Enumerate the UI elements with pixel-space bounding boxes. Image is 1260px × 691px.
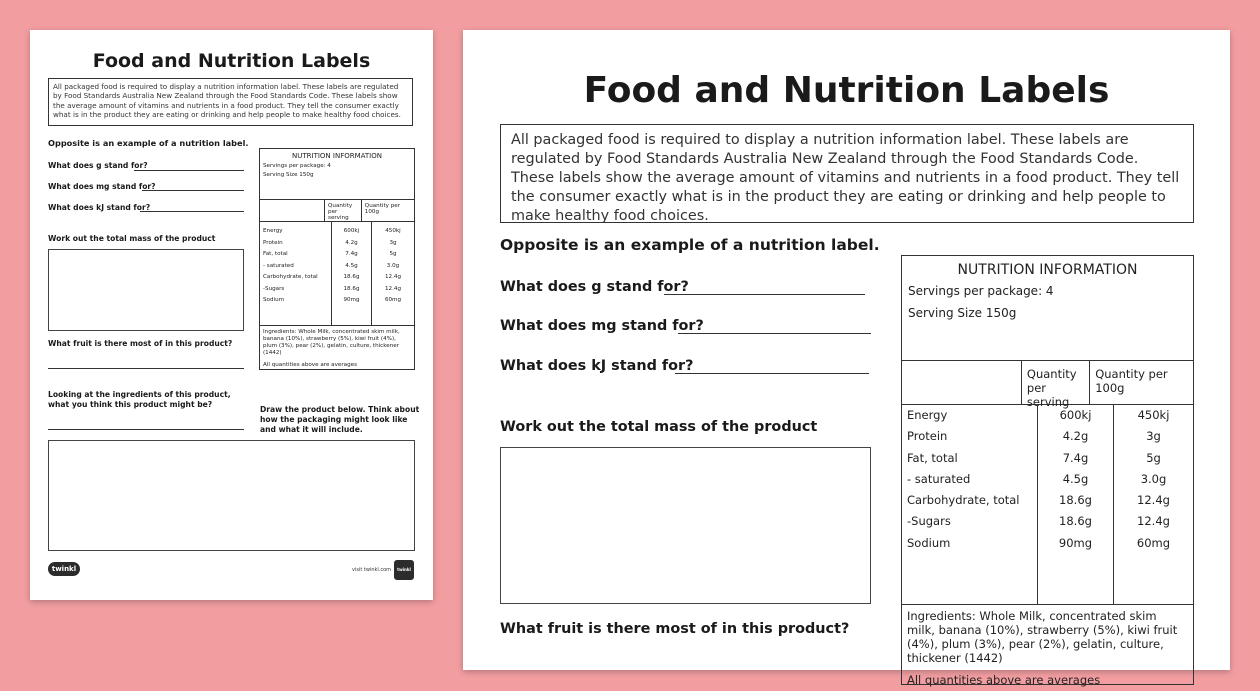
- question-g: What does g stand for?: [48, 161, 148, 170]
- row-name: - saturated: [907, 471, 971, 486]
- draw-box[interactable]: [48, 440, 415, 551]
- answer-line-kj[interactable]: [140, 211, 244, 212]
- row-per100: 5g: [1146, 450, 1161, 465]
- row-name: - saturated: [263, 262, 294, 269]
- row-name: Protein: [263, 239, 283, 246]
- ingredients-text: Ingredients: Whole Milk, concentrated skim milk, banana (10%), strawberry (5%), kiwi fruit (4%), plum (3%), pear (2%), gelatin, culture, thickener (1442): [907, 609, 1178, 665]
- row-serving: 4.2g: [345, 239, 358, 246]
- footer-url[interactable]: visit twinkl.com: [352, 567, 392, 573]
- answer-line-g[interactable]: [664, 294, 865, 295]
- row-serving: 600kj: [343, 228, 360, 234]
- question-mg: What does mg stand for?: [48, 182, 156, 191]
- row-serving: 4.2g: [1062, 429, 1089, 444]
- question-kj: What does kJ stand for?: [500, 358, 694, 374]
- twinkl-logo: twinkl: [48, 562, 80, 576]
- answer-line-mg[interactable]: [678, 333, 871, 334]
- row-name: Fat, total: [907, 450, 958, 465]
- row-per100: 12.4g: [384, 285, 401, 292]
- row-per100: 3g: [1146, 429, 1161, 444]
- row-serving: 4.5g: [345, 262, 358, 269]
- row-per100: 3g: [389, 239, 397, 246]
- question-draw: Draw the product below. Think about how the packaging might look like and what it will include.: [260, 405, 420, 434]
- col-header-serving: Quantity per serving: [1022, 361, 1090, 404]
- averages-note: All quantities above are averages: [907, 673, 1101, 687]
- row-name: Energy: [263, 228, 283, 234]
- answer-line-kj[interactable]: [675, 373, 869, 374]
- worksheet-title: Food and Nutrition Labels: [92, 50, 371, 72]
- serving-size: Serving Size 150g: [908, 306, 1017, 320]
- mass-answer-box[interactable]: [500, 447, 871, 604]
- question-ingredients: Looking at the ingredients of this product, what you think this product might be?: [48, 390, 231, 409]
- row-serving: 18.6g: [1059, 493, 1092, 508]
- col-header-100g: Quantity per 100g: [1095, 367, 1168, 395]
- question-mass: Work out the total mass of the product: [500, 419, 818, 435]
- row-serving: 7.4g: [345, 251, 358, 257]
- row-name: -Sugars: [263, 285, 285, 292]
- answer-line-ingredients[interactable]: [48, 429, 244, 430]
- twinkl-badge: twinkl: [394, 560, 414, 580]
- row-name: Carbohydrate, total: [263, 274, 318, 280]
- row-per100: 5g: [389, 251, 397, 257]
- nutrition-heading: NUTRITION INFORMATION: [957, 262, 1138, 278]
- row-per100: 60mg: [384, 297, 402, 303]
- answer-line-g[interactable]: [134, 170, 244, 171]
- row-serving: 18.6g: [343, 285, 360, 292]
- servings-per-package: Servings per package: 4: [908, 284, 1054, 298]
- row-name: Carbohydrate, total: [907, 493, 1020, 508]
- row-per100: 3.0g: [386, 262, 400, 269]
- row-serving: 7.4g: [1062, 450, 1089, 465]
- nutrition-table: [259, 148, 415, 370]
- row-serving: 18.6g: [343, 274, 360, 280]
- worksheet-zoomed: [463, 30, 1230, 687]
- row-per100: 3.0g: [1140, 471, 1167, 486]
- worksheet-title: Food and Nutrition Labels: [583, 70, 1110, 111]
- question-kj: What does kJ stand for?: [48, 203, 151, 212]
- question-mg: What does mg stand for?: [500, 318, 704, 334]
- question-g: What does g stand for?: [500, 279, 689, 295]
- col-header-100g: Quantity per 100g: [364, 203, 401, 215]
- question-fruit: What fruit is there most of in this product?: [48, 339, 233, 348]
- answer-line-fruit[interactable]: [48, 368, 244, 369]
- mass-answer-box[interactable]: [48, 249, 244, 331]
- intro-box: All packaged food is required to display a nutrition information label. These labels are regulated by Food Standards Australia New Zealand through the Food Standards Code. These labels show the average amount of vitamins and nutrients in a food product. They tell the consumer exactly what is in the product they are eating or drinking and help people to make healthy food choices.: [48, 78, 413, 126]
- row-serving: 18.6g: [1059, 514, 1092, 529]
- question-fruit: What fruit is there most of in this product?: [500, 621, 850, 637]
- row-name: Sodium: [263, 297, 285, 303]
- row-name: Energy: [907, 408, 948, 422]
- row-serving: 90mg: [343, 297, 360, 303]
- answer-line-mg[interactable]: [142, 190, 244, 191]
- opposite-heading: Opposite is an example of a nutrition label.: [500, 236, 880, 254]
- worksheet-thumbnail: [30, 30, 433, 600]
- row-per100: 450kj: [1137, 408, 1170, 422]
- row-per100: 12.4g: [384, 274, 401, 280]
- serving-size: Serving Size 150g: [263, 172, 314, 178]
- row-serving: 600kj: [1059, 408, 1092, 422]
- row-name: Fat, total: [263, 251, 288, 257]
- col-header-serving: Quantity per serving: [325, 200, 362, 221]
- row-per100: 450kj: [385, 228, 401, 234]
- row-name: -Sugars: [907, 514, 951, 529]
- nutrition-heading: NUTRITION INFORMATION: [292, 152, 382, 160]
- nutrition-table: [901, 255, 1194, 685]
- row-name: Protein: [907, 429, 948, 444]
- row-per100: 12.4g: [1137, 514, 1170, 529]
- row-name: Sodium: [907, 535, 951, 550]
- row-per100: 60mg: [1136, 535, 1171, 550]
- row-serving: 4.5g: [1062, 471, 1089, 486]
- opposite-heading: Opposite is an example of a nutrition label.: [48, 138, 249, 148]
- averages-note: All quantities above are averages: [263, 362, 357, 368]
- ingredients-text: Ingredients: Whole Milk, concentrated skim milk, banana (10%), strawberry (5%), kiwi fruit (4%), plum (3%), pear (2%), gelatin, culture, thickener (1442): [263, 329, 400, 356]
- servings-per-package: Servings per package: 4: [263, 163, 331, 169]
- intro-box: All packaged food is required to display a nutrition information label. These labels are regulated by Food Standards Australia New Zealand through the Food Standards Code. These labels show the average amount of vitamins and nutrients in a food product. They tell the consumer exactly what is in the product they are eating or drinking and help people to make healthy food choices.: [500, 124, 1194, 223]
- question-mass: Work out the total mass of the product: [48, 234, 216, 243]
- row-serving: 90mg: [1058, 535, 1093, 550]
- row-per100: 12.4g: [1137, 493, 1170, 508]
